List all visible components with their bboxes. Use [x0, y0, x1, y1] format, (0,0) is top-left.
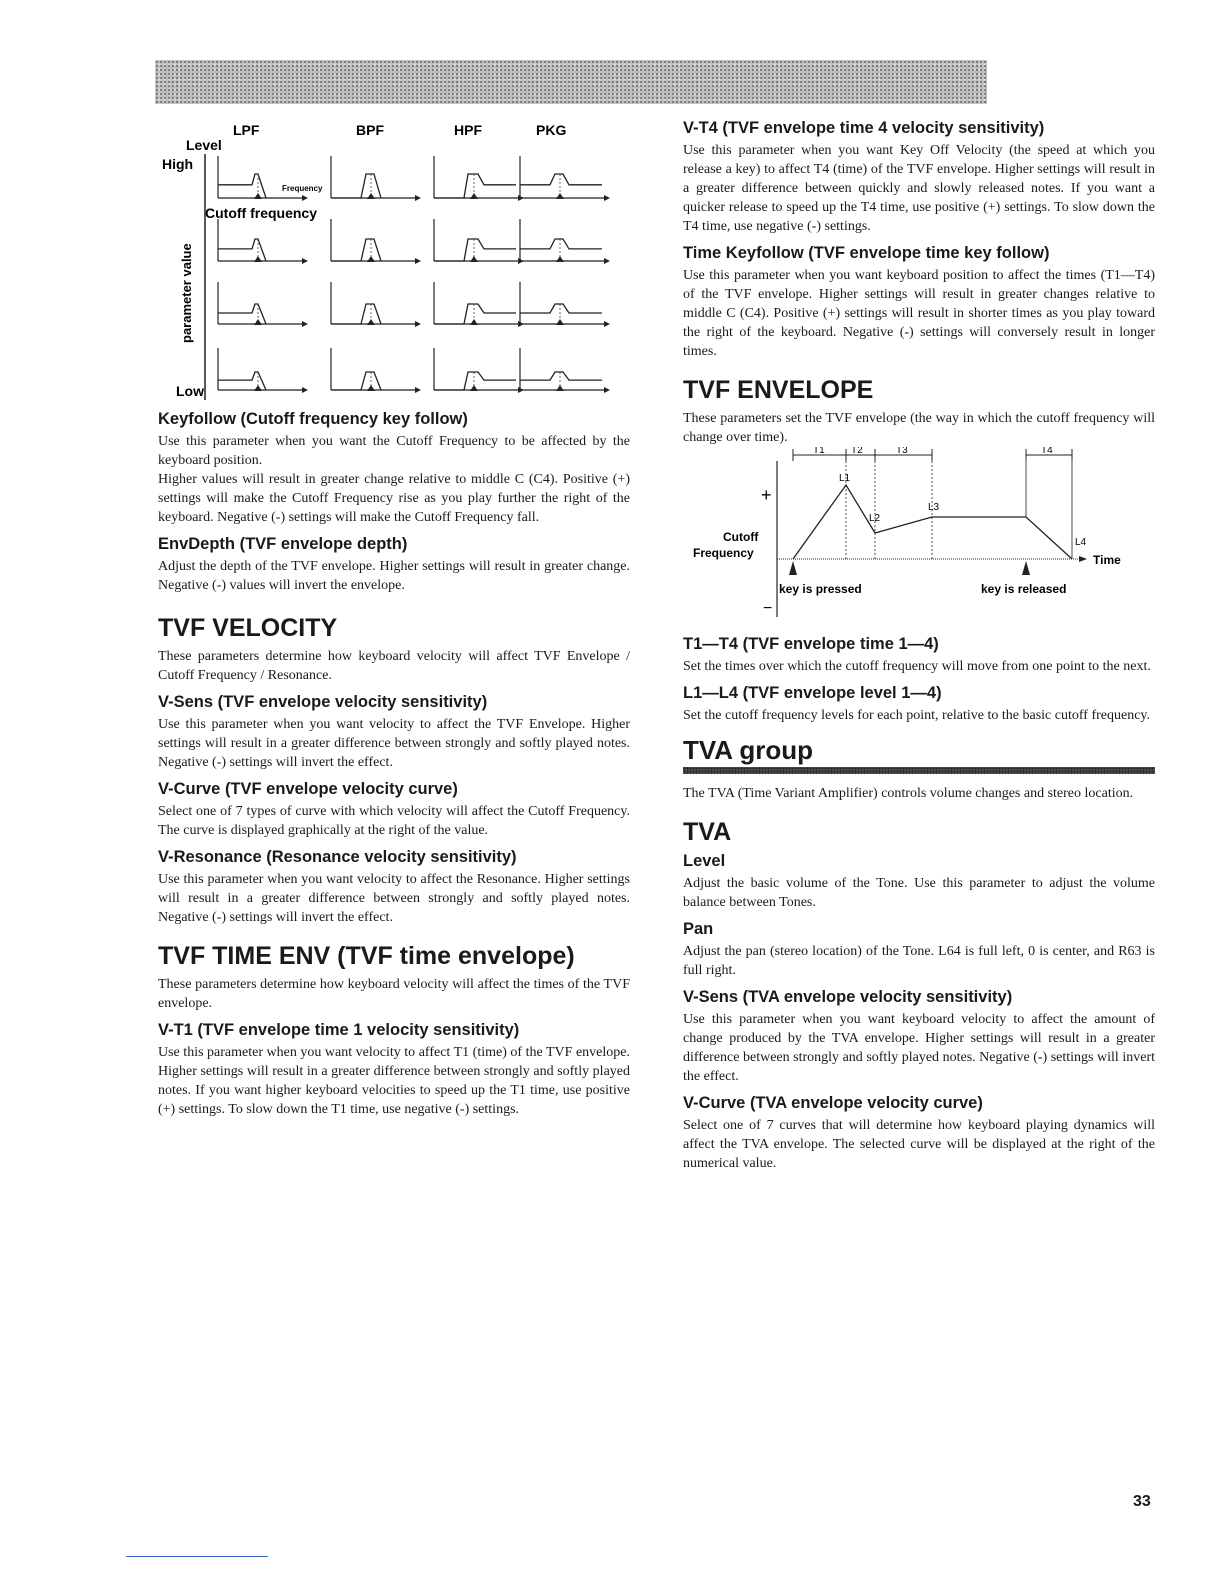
tva-level-body: Adjust the basic volume of the Tone. Use this parameter to adjust the volume balance between Tones.	[683, 876, 1155, 910]
vresonance-title: V-Resonance (Resonance velocity sensitivity)	[158, 848, 517, 866]
key-released-label: key is released	[981, 582, 1067, 596]
l3-label: L3	[928, 502, 940, 513]
left-column	[158, 118, 630, 1119]
filter-label-pkg: PKG	[536, 122, 567, 138]
frequency-label: Frequency	[693, 546, 754, 560]
page-number: 33	[1133, 1493, 1151, 1510]
high-label: High	[162, 156, 194, 172]
filter-label-bpf: BPF	[356, 122, 384, 138]
tva-title: TVA	[683, 818, 732, 846]
filter-cell	[520, 282, 610, 327]
cutoff-label: Cutoff	[723, 530, 759, 544]
tvf-velocity-body: These parameters determine how keyboard velocity will affect TVF Envelope / Cutoff Frequency / Resonance.	[158, 649, 630, 683]
time-label: Time	[1093, 553, 1121, 567]
bottom-rule	[126, 1556, 268, 1557]
vt4-title: V-T4 (TVF envelope time 4 velocity sensitivity)	[683, 119, 1045, 137]
vsens-title: V-Sens (TVF envelope velocity sensitivity)	[158, 693, 488, 711]
l1-l4-title: L1—L4 (TVF envelope level 1—4)	[683, 684, 942, 702]
l1-label: L1	[839, 473, 851, 484]
vresonance-body: Use this parameter when you want velocity to affect the Resonance. Higher settings will result in a greater difference between strongly and softly played notes. Negative (-) settings will invert the effect.	[158, 872, 630, 925]
tvf-envelope-body: These parameters set the TVF envelope (the way in which the cutoff frequency will change over time).	[683, 411, 1155, 445]
time-keyfollow-title: Time Keyfollow (TVF envelope time key follow)	[683, 244, 1050, 262]
tva-vsens-title: V-Sens (TVA envelope velocity sensitivity)	[683, 988, 1013, 1006]
level-label: Level	[186, 137, 222, 153]
tvf-time-env-body: These parameters determine how keyboard velocity will affect the times of the TVF envelope.	[158, 977, 630, 1011]
keyfollow-body-2: Higher values will result in greater change relative to middle C (C4). Positive (+) settings will make the Cutoff Frequency rise as you play further the right of the keyboard. Negative (-) settings will make the Cutoff Frequency fall.	[158, 472, 630, 525]
filter-cell	[331, 282, 421, 327]
keyfollow-title: Keyfollow (Cutoff frequency key follow)	[158, 410, 468, 428]
cutoff-frequency-label: Cutoff frequency	[205, 205, 317, 221]
filter-cell	[434, 156, 524, 201]
filter-label-hpf: HPF	[454, 122, 482, 138]
filter-label-lpf: LPF	[233, 122, 260, 138]
tvf-envelope-title: TVF ENVELOPE	[683, 376, 874, 404]
vt1-body: Use this parameter when you want velocity to affect T1 (time) of the TVF envelope. Higher settings will result in a greater difference between strongly and softly played notes. If you want higher keyboard velocities to speed up the T1 time, use positive (+) settings. To slow down the T1 time, use negative (-) settings.	[158, 1045, 630, 1117]
filter-cell	[218, 219, 308, 264]
tva-level-title: Level	[683, 852, 726, 870]
tva-pan-body: Adjust the pan (stereo location) of the Tone. L64 is full left, 0 is center, and R63 is full right.	[683, 944, 1155, 978]
t3-label: T3	[896, 447, 908, 456]
filter-cell	[520, 348, 610, 393]
keyfollow-body: Use this parameter when you want the Cutoff Frequency to be affected by the keyboard position.	[158, 434, 630, 468]
filter-response-diagram	[158, 118, 630, 404]
t4-label: T4	[1041, 447, 1053, 456]
envdepth-title: EnvDepth (TVF envelope depth)	[158, 535, 408, 553]
tvf-envelope-diagram	[683, 447, 1155, 629]
filter-cell	[218, 348, 308, 393]
t2-label: T2	[851, 447, 863, 456]
vt1-title: V-T1 (TVF envelope time 1 velocity sensitivity)	[158, 1021, 520, 1039]
tvf-velocity-title: TVF VELOCITY	[158, 614, 338, 642]
frequency-label: Frequency	[282, 184, 323, 193]
parameter-value-axis-label: parameter value	[179, 243, 194, 343]
tva-group-title: TVA group	[683, 735, 813, 765]
t1-t4-title: T1—T4 (TVF envelope time 1—4)	[683, 635, 939, 653]
l4-label: L4	[1075, 537, 1087, 548]
tva-group-heading	[683, 735, 1155, 774]
tva-pan-title: Pan	[683, 920, 714, 938]
filter-cell	[331, 348, 421, 393]
tva-vcurve-body: Select one of 7 curves that will determine how keyboard playing dynamics will affect the TVA envelope. The selected curve will be displayed at the right of the numerical value.	[683, 1118, 1155, 1171]
low-label: Low	[176, 383, 204, 399]
key-pressed-label: key is pressed	[779, 582, 862, 596]
filter-cell	[520, 156, 610, 201]
vt4-body: Use this parameter when you want Key Off Velocity (the speed at which you release a key) to affect T4 (time) of the TVF envelope. Higher settings will result in a greater difference between quickly and slowly released notes. If you want a quicker release to speed up the T4 time, use positive (+) settings. To slow down the T4 time, use negative (-) settings.	[683, 143, 1155, 234]
tva-vsens-body: Use this parameter when you want keyboard velocity to affect the amount of change produced by the TVA envelope. Higher settings will result in a greater difference between strongly and softly played notes. Negative (-) settings will invert the effect.	[683, 1012, 1155, 1084]
vcurve-body: Select one of 7 types of curve with which velocity will affect the Cutoff Frequency. The curve is displayed graphically at the right of the value.	[158, 804, 630, 838]
minus-label: −	[763, 600, 773, 617]
tvf-time-env-title: TVF TIME ENV (TVF time envelope)	[158, 942, 575, 970]
tva-group-rule	[683, 767, 1155, 774]
filter-cell	[434, 219, 524, 264]
filter-cell	[520, 219, 610, 264]
plus-label: +	[761, 485, 772, 505]
filter-cells	[218, 156, 610, 393]
tva-vcurve-title: V-Curve (TVA envelope velocity curve)	[683, 1094, 983, 1112]
l1-l4-body: Set the cutoff frequency levels for each point, relative to the basic cutoff frequency.	[683, 708, 1150, 723]
envelope-curve	[793, 485, 1072, 559]
filter-cell	[218, 282, 308, 327]
vsens-body: Use this parameter when you want velocity to affect the TVF Envelope. Higher settings will result in a greater difference between strongly and softly played notes. Negative (-) settings will invert the effect.	[158, 717, 630, 770]
l2-label: L2	[869, 513, 881, 524]
filter-cell	[434, 348, 524, 393]
filter-cell	[434, 282, 524, 327]
filter-cell	[331, 156, 421, 201]
vcurve-title: V-Curve (TVF envelope velocity curve)	[158, 780, 458, 798]
right-column	[683, 118, 1155, 1173]
time-keyfollow-body: Use this parameter when you want keyboard position to affect the times (T1—T4) of the TVF envelope. Higher settings will result in greater changes relative to middle C (C4). Positive (+) settings will result in shorter times as you play toward the right of the keyboard. Negative (-) settings will conversely result in longer times.	[683, 268, 1155, 359]
tva-group-body: The TVA (Time Variant Amplifier) controls volume changes and stereo location.	[683, 786, 1134, 801]
envdepth-body: Adjust the depth of the TVF envelope. Higher settings will result in greater change. Negative (-) values will invert the envelope.	[158, 559, 630, 593]
t1-t4-body: Set the times over which the cutoff frequency will move from one point to the next.	[683, 659, 1151, 674]
filter-cell	[218, 156, 308, 201]
header-band	[155, 60, 987, 104]
t1-label: T1	[813, 447, 825, 456]
filter-cell	[331, 219, 421, 264]
